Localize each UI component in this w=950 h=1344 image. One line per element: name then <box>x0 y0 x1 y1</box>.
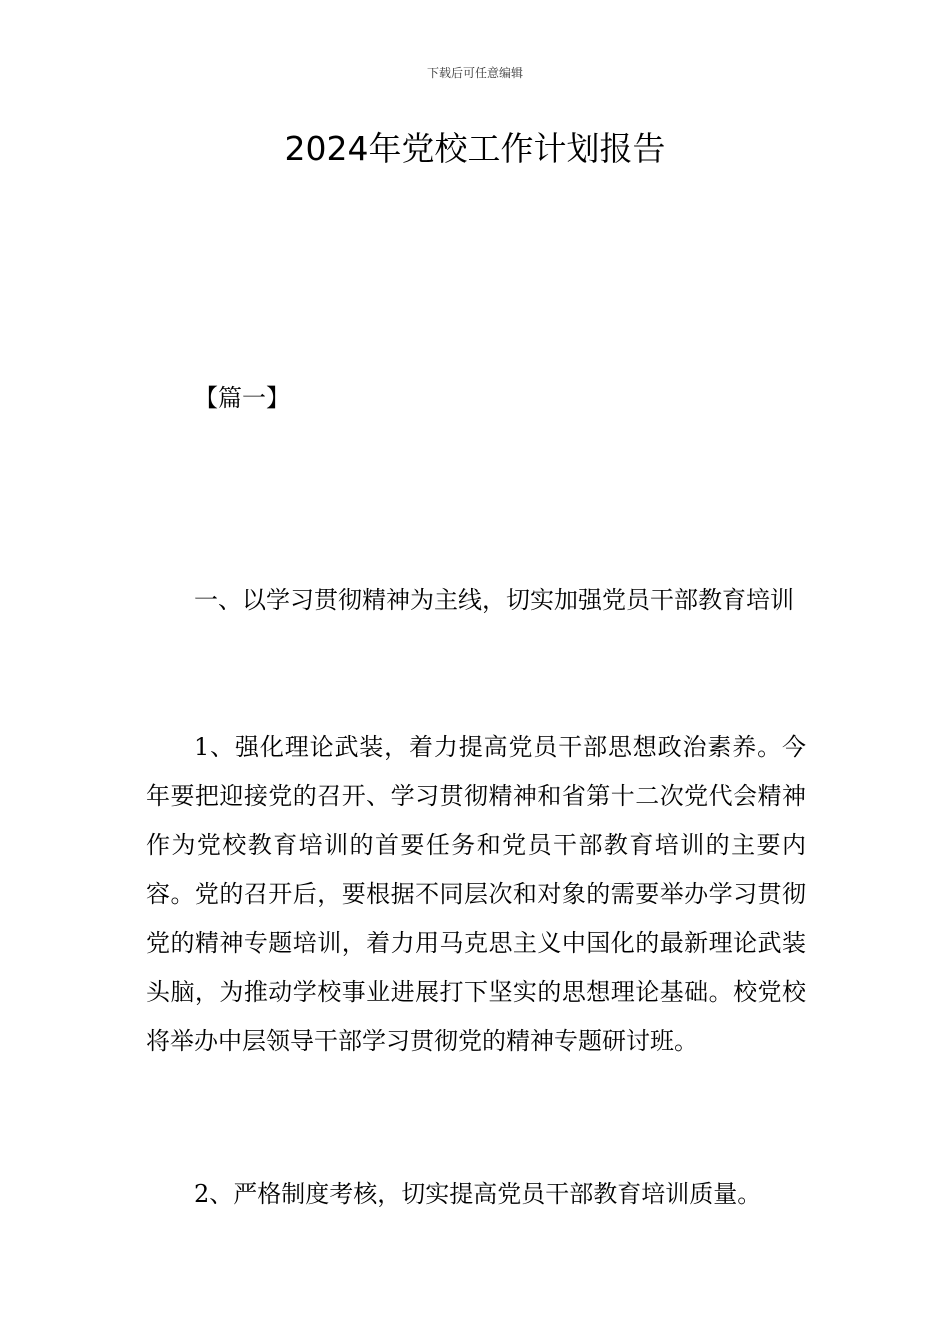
paragraph-item-one: 1、强化理论武装，着力提高党员干部思想政治素养。今年要把迎接党的召开、学习贯彻精神和省第十二次党代会精神作为党校教育培训的首要任务和党员干部教育培训的主要内容。党的召开后，要根据不同层次和对象的需要举办学习贯彻党的精神专题培训，着力用马克思主义中国化的最新理论武装头脑，为推动学校事业进展打下坚实的思想理论基础。校党校将举办中层领导干部学习贯彻党的精神专题研讨班。 <box>146 733 806 1055</box>
paragraph-section-one: 一、以学习贯彻精神为主线，切实加强党员干部教育培训 <box>194 586 794 614</box>
paragraph-item-two: 2、严格制度考核，切实提高党员干部教育培训质量。 <box>194 1180 762 1208</box>
document-title: 2024年党校工作计划报告 <box>284 129 666 168</box>
header-note: 下载后可任意编辑 <box>426 66 523 80</box>
section-heading: 【篇一】 <box>194 384 290 412</box>
